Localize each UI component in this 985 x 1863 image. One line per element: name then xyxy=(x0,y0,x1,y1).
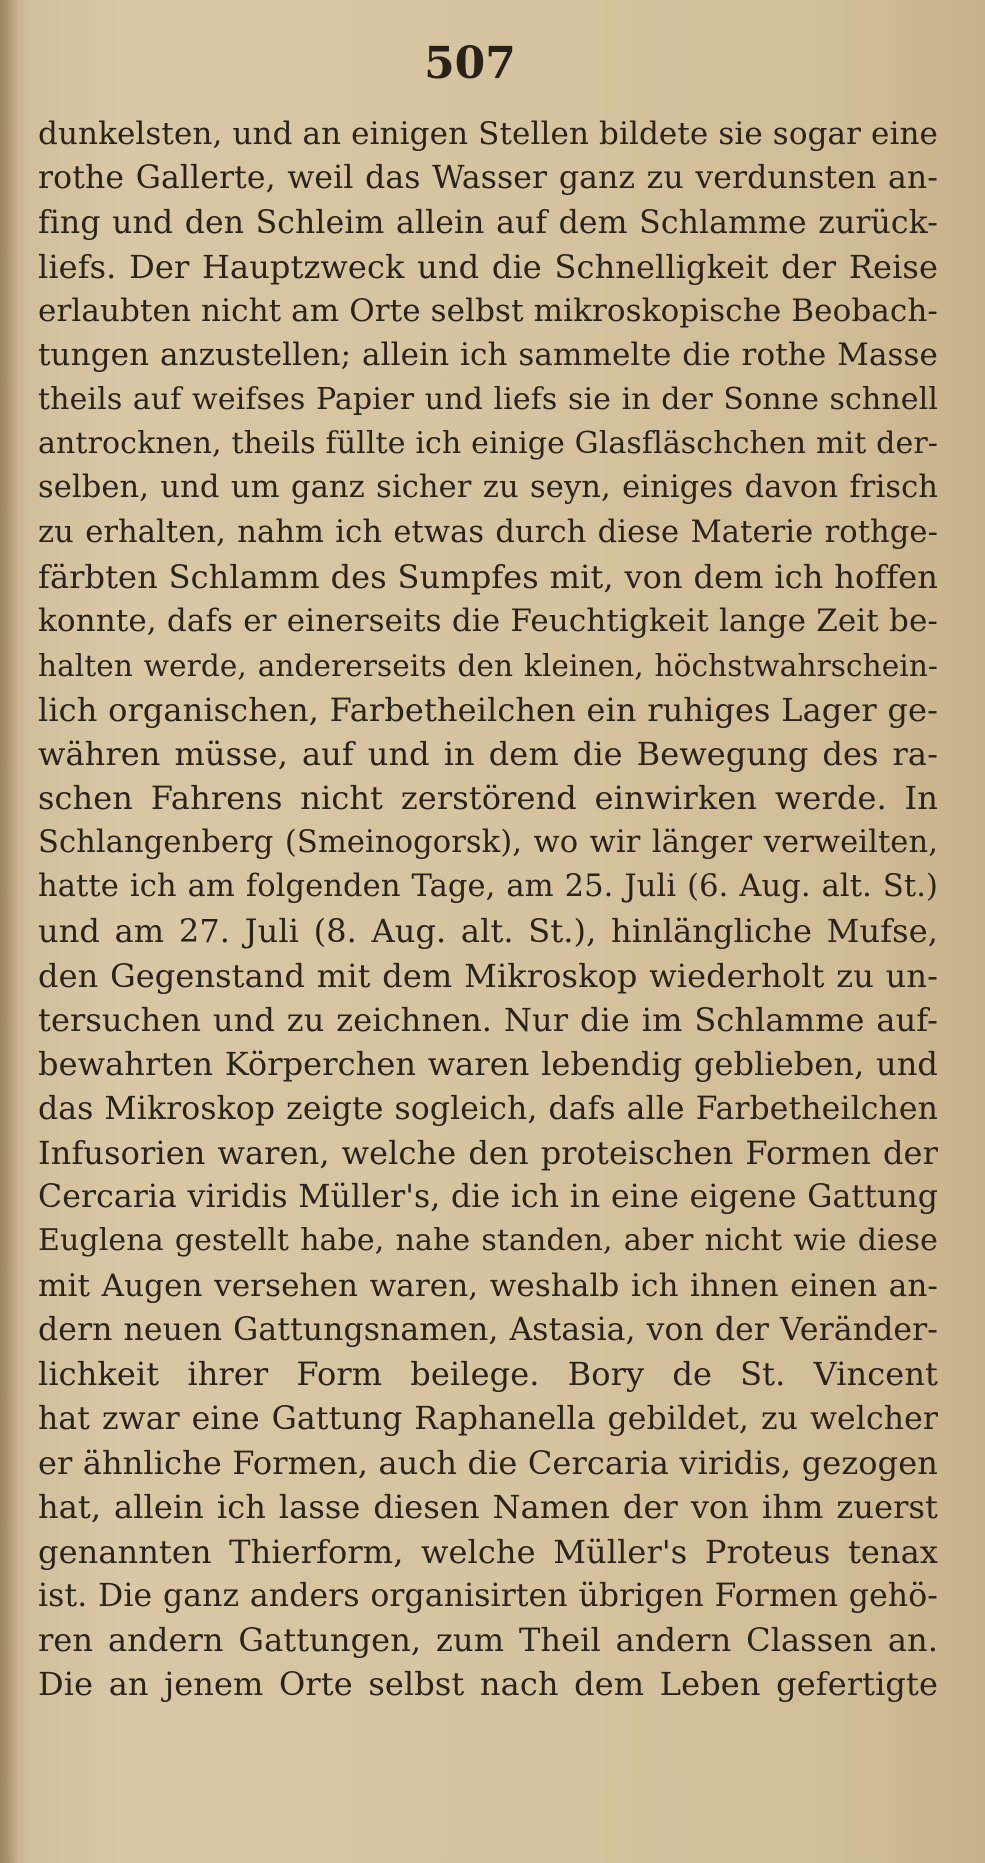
text-line: konnte, dafs er einerseits die Feuchtigkeit lange Zeit be- xyxy=(38,603,938,640)
body-text xyxy=(38,112,938,1707)
text-line: theils auf weifses Papier und liefs sie in der Sonne schnell xyxy=(38,381,938,417)
page-number: 507 xyxy=(424,38,516,89)
text-line: färbten Schlamm des Sumpfes mit, von dem ich hoffen xyxy=(38,557,938,596)
text-line: Infusorien waren, welche den proteischen Formen der xyxy=(38,1133,938,1172)
text-line: erlaubten nicht am Orte selbst mikroskopische Beobach- xyxy=(38,293,938,330)
text-line: rothe Gallerte, weil das Wasser ganz zu verdunsten an- xyxy=(38,160,938,197)
text-line: ren andern Gattungen, zum Theil andern Classen an. xyxy=(38,1621,938,1660)
text-line: bewahrten Körperchen waren lebendig geblieben, und xyxy=(38,1045,938,1084)
text-line: er ähnliche Formen, auch die Cercaria viridis, gezogen xyxy=(38,1443,938,1482)
text-line: dern neuen Gattungsnamen, Astasia, von der Veränder- xyxy=(38,1312,938,1349)
text-line: lichkeit ihrer Form beilege. Bory de St. Vincent xyxy=(38,1355,938,1394)
text-line: antrocknen, theils füllte ich einige Glasfläschchen mit der- xyxy=(38,426,938,462)
text-line: währen müsse, auf und in dem die Bewegung des ra- xyxy=(38,735,938,774)
text-line: und am 27. Juli (8. Aug. alt. St.), hinlängliche Mufse, xyxy=(38,912,938,951)
text-line: hat zwar eine Gattung Raphanella gebildet, zu welcher xyxy=(38,1400,938,1437)
text-line: Euglena gestellt habe, nahe standen, aber nicht wie diese xyxy=(38,1223,938,1259)
text-line: genannten Thierform, welche Müller's Proteus tenax xyxy=(38,1532,938,1571)
text-line: selben, und um ganz sicher zu seyn, einiges davon frisch xyxy=(38,470,938,506)
text-line: den Gegenstand mit dem Mikroskop wiederholt zu un- xyxy=(38,956,938,995)
text-line: lich organischen, Farbetheilchen ein ruhiges Lager ge- xyxy=(38,690,938,729)
text-line: tungen anzustellen; allein ich sammelte die rothe Masse xyxy=(38,337,938,374)
text-line: zu erhalten, nahm ich etwas durch diese Materie rothge- xyxy=(38,514,938,550)
text-line: dunkelsten, und an einigen Stellen bildete sie sogar eine xyxy=(38,116,938,152)
text-line: fing und den Schleim allein auf dem Schlamme zurück- xyxy=(38,204,938,241)
text-line: Cercaria viridis Müller's, die ich in eine eigene Gattung xyxy=(38,1179,938,1216)
text-line: Die an jenem Orte selbst nach dem Leben gefertigte xyxy=(38,1665,938,1704)
text-line: halten werde, andererseits den kleinen, höchstwahrschein- xyxy=(38,648,938,683)
text-line: ist. Die ganz anders organisirten übrigen Formen gehö- xyxy=(38,1577,938,1614)
text-line: schen Fahrens nicht zerstörend einwirken werde. In xyxy=(38,779,938,818)
text-line: liefs. Der Hauptzweck und die Schnelligkeit der Reise xyxy=(38,247,938,286)
text-line: tersuchen und zu zeichnen. Nur die im Schlamme auf- xyxy=(38,1000,938,1039)
text-line: das Mikroskop zeigte sogleich, dafs alle Farbetheilchen xyxy=(38,1090,938,1127)
text-line: hatte ich am folgenden Tage, am 25. Juli (6. Aug. alt. St.) xyxy=(38,869,938,905)
text-line: hat, allein ich lasse diesen Namen der von ihm zuerst xyxy=(38,1488,938,1527)
text-line: Schlangenberg (Smeinogorsk), wo wir länger verweilten, xyxy=(38,824,938,860)
text-line: mit Augen versehen waren, weshalb ich ihnen einen an- xyxy=(38,1267,938,1304)
